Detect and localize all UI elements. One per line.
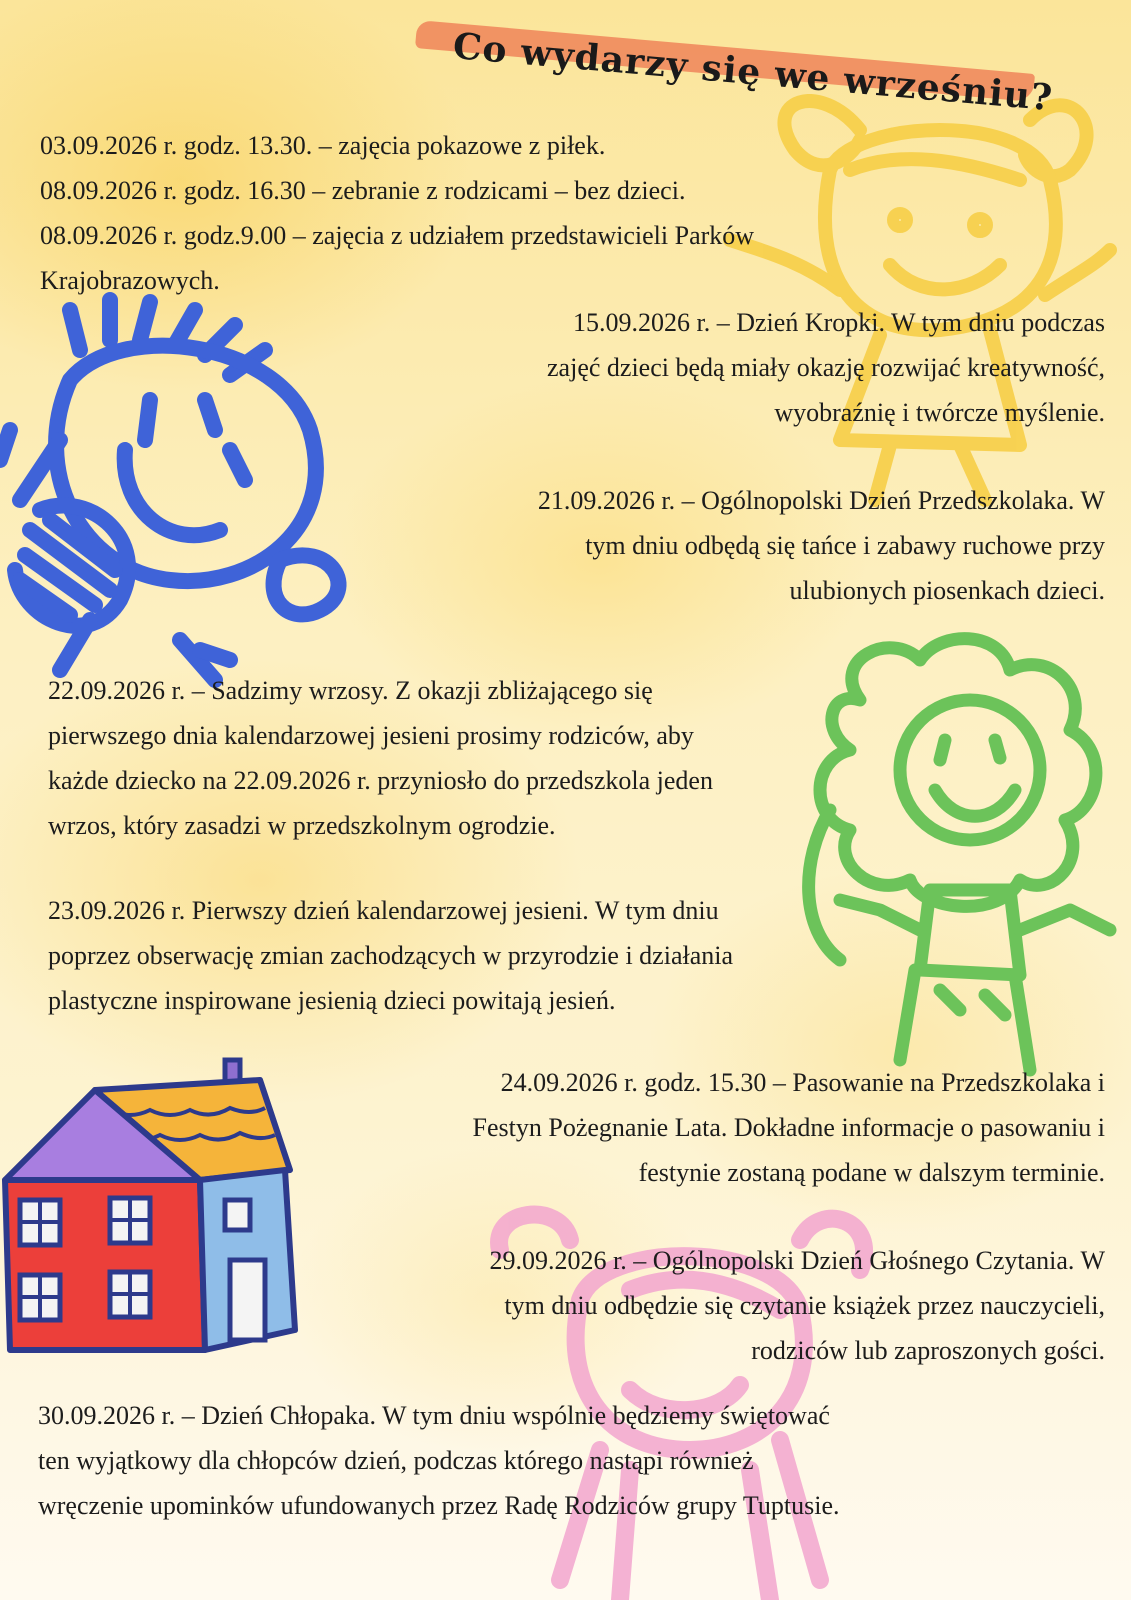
event-line: ten wyjątkowy dla chłopców dzień, podczas którego nastąpi również [38, 1446, 754, 1475]
event-line: 24.09.2026 r. godz. 15.30 – Pasowanie na Przedszkolaka i [500, 1068, 1105, 1097]
event-line: wrzos, który zasadzi w przedszkolnym ogrodzie. [48, 811, 556, 840]
event-0903 [40, 123, 605, 168]
event-2309 [48, 888, 733, 1023]
event-line: 21.09.2026 r. – Ogólnopolski Dzień Przedszkolaka. W [537, 486, 1105, 515]
event-line: wręczenie upominków ufundowanych przez Radę Rodziców grupy Tuptusie. [38, 1491, 840, 1520]
event-line: Festyn Pożegnanie Lata. Dokładne informacje o pasowaniu i [472, 1113, 1105, 1142]
event-line: plastyczne inspirowane jesienią dzieci powitają jesień. [48, 986, 616, 1015]
event-line: Krajobrazowych. [40, 266, 220, 295]
event-line: 08.09.2026 r. godz.9.00 – zajęcia z udziałem przedstawicieli Parków [40, 221, 755, 250]
event-line: rodziców lub zaproszonych gości. [751, 1336, 1105, 1365]
event-line: pierwszego dnia kalendarzowej jesieni prosimy rodziców, aby [48, 721, 694, 750]
event-line: poprzez obserwację zmian zachodzących w przyrodzie i działania [48, 941, 734, 970]
event-line: 08.09.2026 r. godz. 16.30 – zebranie z rodzicami – bez dzieci. [40, 176, 686, 205]
event-line: 29.09.2026 r. – Ogólnopolski Dzień Głośnego Czytania. W [489, 1246, 1105, 1275]
event-3009 [38, 1393, 839, 1528]
event-line: zajęć dzieci będą miały okazję rozwijać kreatywność, [547, 353, 1105, 382]
event-1509 [547, 300, 1105, 435]
event-0809-parks [40, 213, 754, 303]
title-block [451, 25, 1095, 120]
event-line: każde dziecko na 22.09.2026 r. przyniosło do przedszkola jeden [48, 766, 713, 795]
event-2209 [48, 668, 713, 848]
event-line: wyobraźnię i twórcze myślenie. [774, 398, 1105, 427]
event-line: 15.09.2026 r. – Dzień Kropki. W tym dniu podczas [573, 308, 1105, 337]
event-line: 22.09.2026 r. – Sadzimy wrzosy. Z okazji zbliżającego się [48, 676, 653, 705]
event-line: festynie zostaną podane w dalszym terminie. [638, 1158, 1105, 1187]
house-drawing [0, 1050, 300, 1380]
event-2409 [473, 1060, 1105, 1195]
event-line: tym dniu odbędą się tańce i zabawy ruchowe przy [585, 531, 1105, 560]
event-line: 23.09.2026 r. Pierwszy dzień kalendarzowej jesieni. W tym dniu [48, 896, 719, 925]
green-child-drawing [770, 630, 1130, 1080]
event-0809-meeting [40, 168, 685, 213]
event-line: ulubionych piosenkach dzieci. [789, 576, 1105, 605]
yellow-child-drawing [700, 60, 1120, 520]
blue-child-drawing [0, 290, 380, 690]
event-line: 30.09.2026 r. – Dzień Chłopaka. W tym dniu wspólnie będziemy świętować [38, 1401, 830, 1430]
event-2109 [538, 478, 1105, 613]
event-line: 03.09.2026 r. godz. 13.30. – zajęcia pokazowe z piłek. [40, 131, 606, 160]
page-title: Co wydarzy się we wrześniu? [451, 25, 1055, 120]
event-2909 [489, 1238, 1105, 1373]
event-line: tym dniu odbędzie się czytanie książek przez nauczycieli, [504, 1291, 1105, 1320]
